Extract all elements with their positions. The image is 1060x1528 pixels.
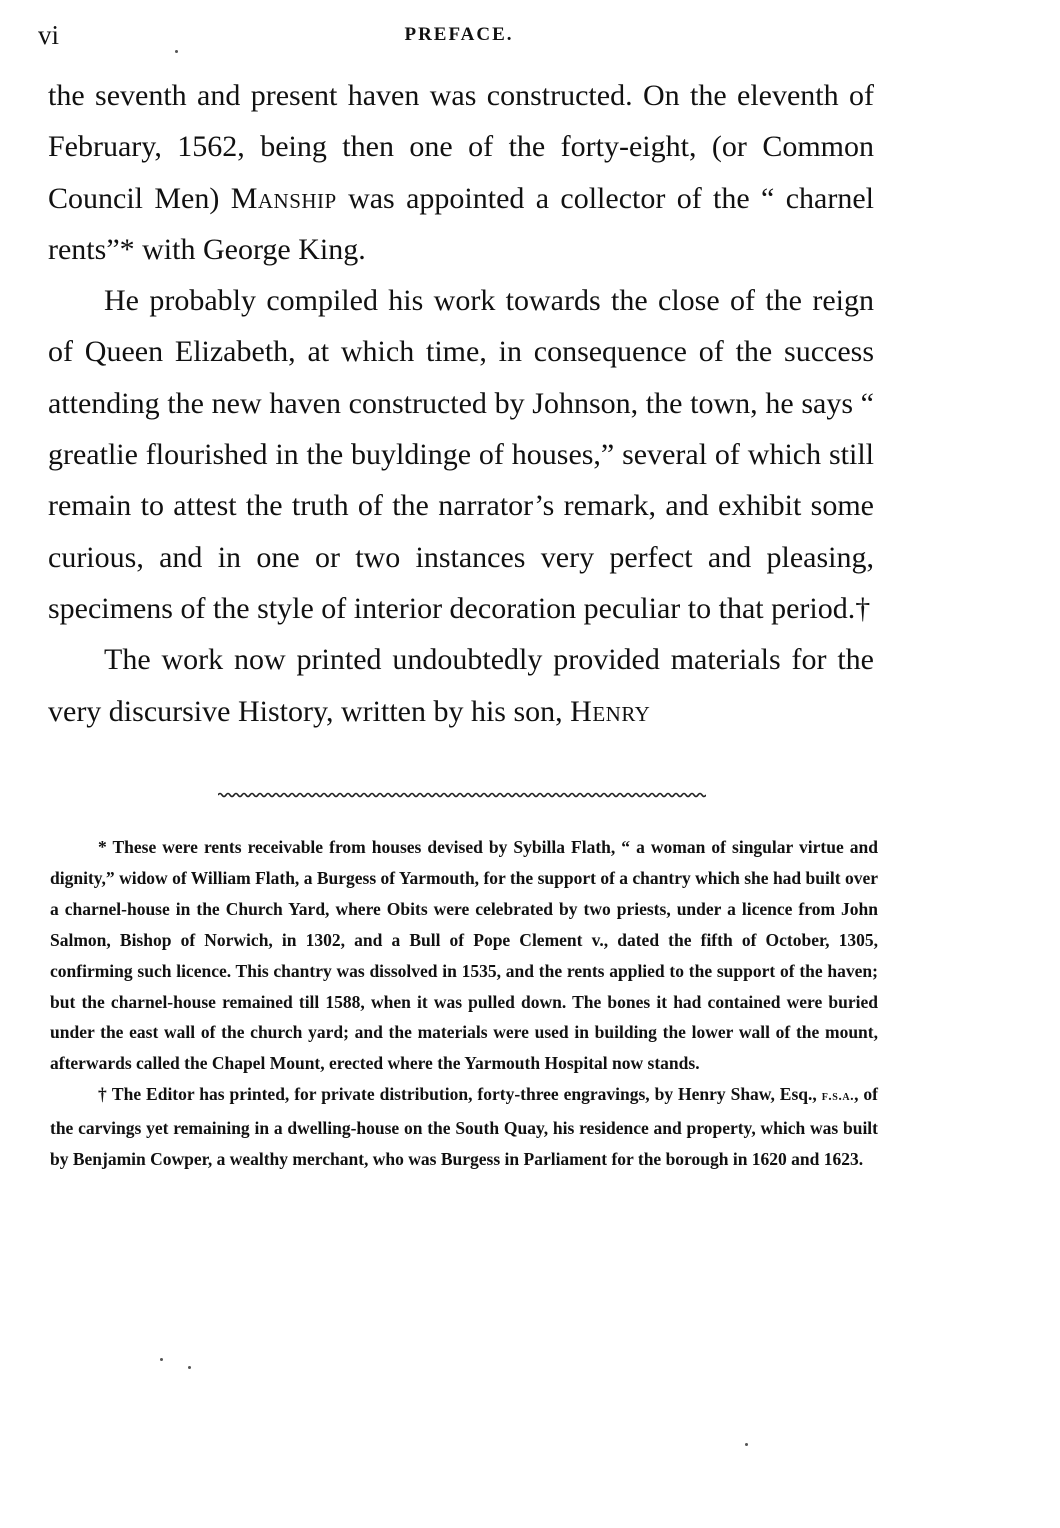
paragraph-1-text-a: the seventh and present haven was constructed. On the eleventh of February, 1562, being then one of the forty-eight, (or Common Council Men): [48, 79, 874, 215]
footnote-separator-rule: [218, 792, 706, 798]
paper-speck: [160, 1358, 163, 1361]
author-name-henry: Henry: [570, 694, 651, 728]
paper-speck: [175, 50, 178, 53]
footnote-2: [50, 1079, 878, 1175]
footnote-1: * These were rents receivable from houses devised by Sybilla Flath, “ a woman of singular virtue and dignity,” widow of William Flath, a Burgess of Yarmouth, for the support of a chantry which she had built over a charnel-house in the Church Yard, where Obits were celebrated by two priests, under a licence from John Salmon, Bishop of Norwich, in 1302, and a Bull of Pope Clement v., dated the fifth of October, 1305, confirming such licence. This chantry was dissolved in 1535, and the rents applied to the support of the haven; but the charnel-house remained till 1588, when it was pulled down. The bones it had contained were buried under the east wall of the church yard; and the materials were used in building the lower wall of the mount, afterwards called the Chapel Mount, erected where the Yarmouth Hospital now stands.: [50, 837, 878, 1074]
paper-speck: [745, 1443, 748, 1446]
author-name-manship: Manship: [230, 181, 337, 215]
footnotes: [50, 832, 878, 1175]
main-text: [48, 70, 874, 737]
paragraph-3: [48, 634, 874, 737]
running-title: PREFACE.: [404, 24, 514, 45]
page-header: [38, 20, 880, 50]
footnote-2-text-b: , of the carvings yet remaining in a dwelling-house on the South Quay, his residence and property, which was built by Benjamin Cowper, a wealthy merchant, who was Burgess in Parliament for the borough in 1620 and 1623.: [50, 1084, 878, 1170]
paragraph-3-text: The work now printed undoubtedly provided materials for the very discursive History, written by his son,: [48, 643, 874, 728]
paper-speck: [188, 1366, 191, 1369]
paragraph-1-text-b: was appointed a collector of the “ charnel rents”* with George King.: [48, 181, 874, 266]
page-number: vi: [38, 20, 60, 50]
paragraph-2: He probably compiled his work towards the close of the reign of Queen Elizabeth, at which time, in consequence of the success attending the new haven constructed by Johnson, the town, he says “ greatlie flourished in the buyldinge of houses,” several of which still remain to attest the truth of the narrator’s remark, and exhibit some curious, and in one or two instances very perfect and pleasing, specimens of the style of interior decoration peculiar to that period.†: [48, 284, 874, 625]
footnote-2-text-a: † The Editor has printed, for private distribution, forty-three engravings, by Henry Shaw, Esq.,: [98, 1084, 822, 1105]
paragraph-1: [48, 70, 874, 275]
fsa-abbreviation: f.s.a.: [821, 1089, 855, 1105]
